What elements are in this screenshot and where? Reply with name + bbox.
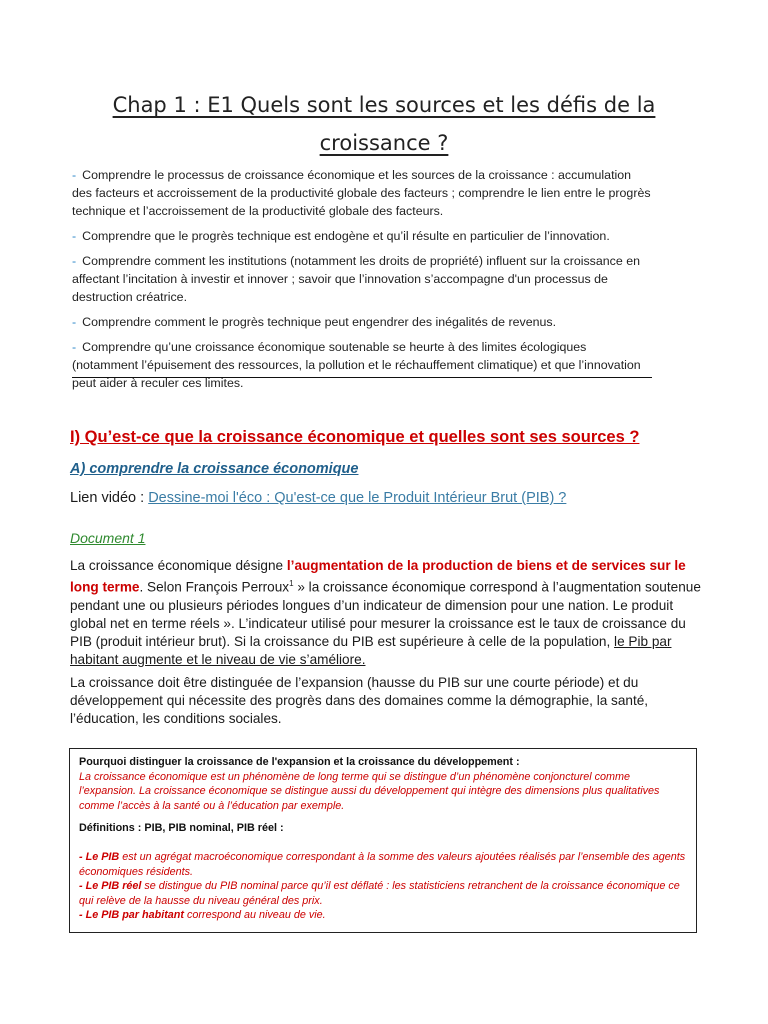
objective-item: - Comprendre comment les institutions (notamment les droits de propriété) influent sur la croissance en affectant l’incitation à investir et innover ; savoir que l’innovation s’accompagne d'un processus de destruction créatrice. [72, 254, 640, 304]
definition-pib-habitant: - Le PIB par habitant correspond au niveau de vie. [79, 909, 326, 922]
box-question: Pourquoi distinguer la croissance de l'expansion et la croissance du développement : [79, 756, 520, 768]
chapter-title-line2: croissance ? [319, 131, 449, 155]
objectives-list [72, 166, 652, 399]
objective-item: - Comprendre qu’une croissance économique soutenable se heurte à des limites écologiques (notamment l’épuisement des ressources, la pollution et le réchauffement climatique) et que l’innovation peut aider à reculer ces limites. [72, 340, 641, 390]
separator-line [72, 377, 652, 378]
definition-pib: - Le PIB est un agrégat macroéconomique correspondant à la somme des valeurs ajoutées réalisés par l’ensemble des agents économiques résidents. [79, 850, 686, 878]
document-title: Document 1 [70, 530, 146, 546]
objective-item: - Comprendre le processus de croissance économique et les sources de la croissance : accumulation des facteurs et accroissement de la productivité globale des facteurs ; comprendre le lien entre le progrès technique et l’accroissement de la productivité globale des facteurs. [72, 168, 651, 218]
definition-pib-reel: - Le PIB réel se distingue du PIB nominal parce qu’il est déflaté : les statisticiens retranchent de la croissance économique ce qui relève de la hausse du niveau général des prix. [79, 880, 680, 907]
footnote-ref[interactable]: 1 [289, 579, 294, 588]
chapter-title-line1: Chap 1 : E1 Quels sont les sources et les défis de la [112, 93, 656, 117]
video-line [70, 490, 566, 506]
document-paragraph-1: La croissance économique désigne l’augmentation de la production de biens et de services sur le long terme. Selon François Perroux$^1$ » la croissance économique correspond à l’augmentation soutenue pendant une ou plusieurs périodes longues d’un indicateur de dimension pour une nation. Le produit global net en terme réels ». L’indicateur utilisé pour mesurer la croissance est le taux de croissance du PIB (produit intérieur brut). Si la croissance du PIB est supérieure à celle de la population, le Pib par habitant augmente et le niveau de vie s’améliore. [70, 558, 701, 667]
definitions-title: Définitions : PIB, PIB nominal, PIB réel : [79, 822, 284, 835]
objective-item: - Comprendre que le progrès technique est endogène et qu’il résulte en particulier de l’innovation. [72, 229, 610, 243]
section-title: I) Qu’est-ce que la croissance économique et quelles sont ses sources ? [70, 428, 640, 446]
video-link[interactable]: Dessine-moi l'éco : Qu'est-ce que le Produit Intérieur Brut (PIB) ? [148, 490, 567, 506]
key-definition: l’augmentation de la production de biens et de services sur le long terme [70, 558, 686, 595]
document-paragraph-2: La croissance doit être distinguée de l’expansion (hausse du PIB sur une courte période) et du développement qui nécessite des progrès dans des domaines comme la démographie, la santé, l’éducation, les conditions sociales. [70, 675, 649, 726]
underlined-conclusion: le Pib par habitant augmente et le niveau de vie s’améliore. [70, 633, 672, 667]
objective-item: - Comprendre comment le progrès technique peut engendrer des inégalités de revenus. [72, 315, 557, 329]
chapter-title [60, 86, 708, 162]
box-answer: La croissance économique est un phénomène de long terme qui se distingue d’un phénomène conjoncturel comme l’expansion. La croissance économique se distingue aussi du développement qui intègre des dimensions plus qualitatives comme l’accès à la santé ou à l’éducation par exemple. [79, 770, 660, 812]
definitions-box [69, 748, 697, 933]
video-label: Lien vidéo : [70, 490, 149, 506]
subsection-title: A) comprendre la croissance économique [70, 461, 359, 477]
